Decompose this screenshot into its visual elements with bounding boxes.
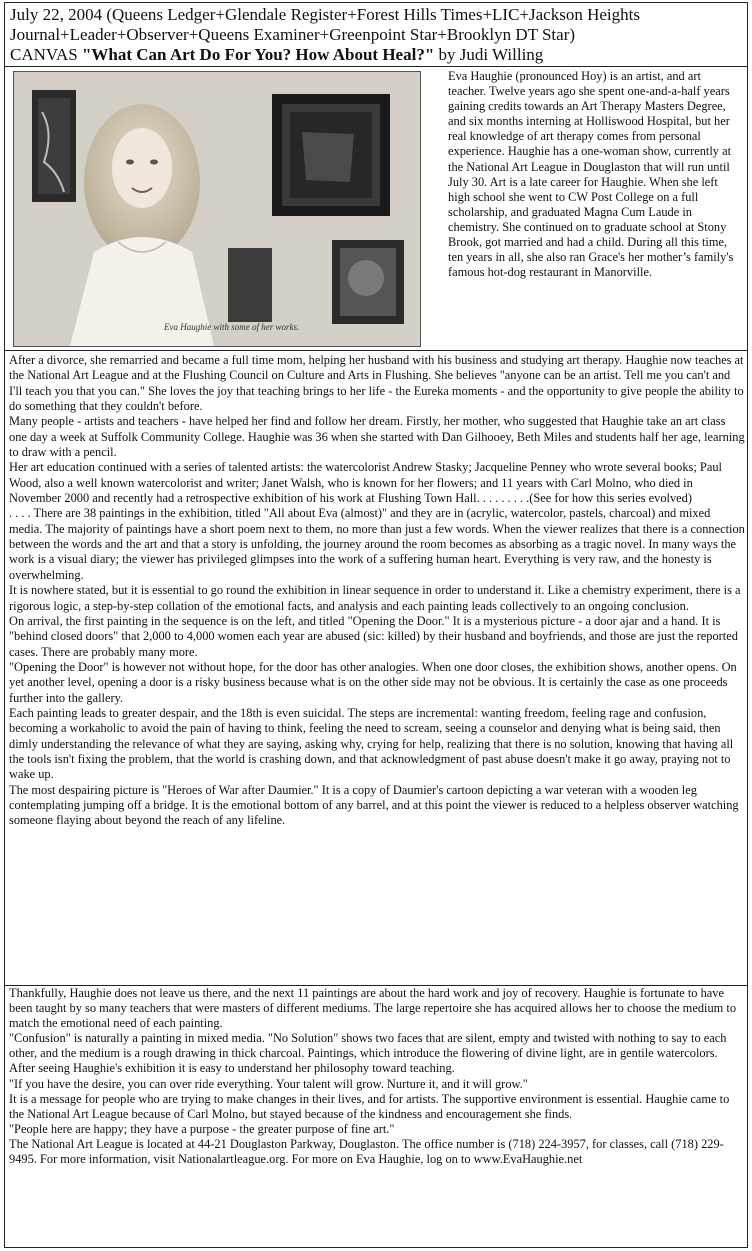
lead-section <box>5 67 747 351</box>
photo-caption: Eva Haughie with some of her works. <box>164 322 300 332</box>
article-body-part-2 <box>5 985 747 1247</box>
photo-illustration <box>14 72 420 346</box>
quote: "People here are happy; they have a purpose - the greater purpose of fine art." <box>9 1121 395 1136</box>
contact-paragraph: The National Art League is located at 44-21 Douglaston Parkway, Douglaston. The office number is (718) 224-3957, for classes, call (718) 229-9495. For more information, visit Nationalartleague.org. For more on Eva Haughie, log on to www.EvaHaughie.net <box>9 1136 724 1167</box>
paragraph: Many people - artists and teachers - have helped her find and follow her dream. Firstly, her mother, who suggested that Haughie take an art class one day a week at Suffolk Community College. Haughie was 36 when she started with Dan Gilhooey, Beth Miles and students half her age, learning to draw with a pencil. <box>9 414 745 460</box>
paragraph: After a divorce, she remarried and became a full time mom, helping her husband with his business and studying art therapy. Haughie now teaches at the National Art League and at the Flushing Council on Culture and Arts in Flushing. She believes "anyone can be an artist. Tell me you can't and I'll teach you that you can." She loves the joy that teaching brings to her life - the Eureka moments - and the opportunity to give people the ability to do something that they couldn't before. <box>9 353 744 414</box>
header-line-2: Journal+Leader+Observer+Queens Examiner+Greenpoint Star+Brooklyn DT Star) <box>10 25 576 44</box>
byline: by Judi Willing <box>434 45 544 64</box>
section-name: CANVAS <box>10 45 82 64</box>
paragraph: After seeing Haughie's exhibition it is easy to understand her philosophy toward teaching. <box>9 1061 455 1076</box>
paragraph: Her art education continued with a series of talented artists: the watercolorist Andrew Stasky; Jacqueline Penney who wrote several books; Paul Wood, also a well known watercolorist and writer; Janet Walsh, who is known for her flowers; and 11 years with Carl Molno, who died in November 2000 and recently had a retrospective exhibition of his work at Flushing Town Hall. . . . . . . . .(See for how this series evolved) <box>9 460 722 506</box>
paragraph: On arrival, the first painting in the sequence is on the left, and titled "Opening the Door." It is a mysterious picture - a door ajar and a hand. It is "behind closed doors" that 2,000 to 4,000 women each year are abused (sic: killed) by their husband and boyfriends, and those are just the reported cases. There are probably many more. <box>9 613 738 659</box>
paragraph: Each painting leads to greater despair, and the 18th is even suicidal. The steps are incremental: wanting freedom, feeling rage and confusion, becoming a workaholic to avoid the pain of having to think, feeling the need to scream, seeing a counselor and denying what is being said, then dimly understanding the relevance of what they are saying, asking why, crying for help, realizing that there is no solution, knowing that having all the tools isn't fixing the problem, that the world is crashing down, and that acknowledgment of past abuse doesn't make it go away, praying not to wake up. <box>9 705 734 782</box>
article-page <box>4 2 748 1248</box>
quote: "If you have the desire, you can over ride everything. Your talent will grow. Nurture it, and it will grow." <box>9 1076 528 1091</box>
article-header <box>5 3 747 67</box>
lead-paragraph: Eva Haughie (pronounced Hoy) is an artist, and art teacher. Twelve years ago she spent one-and-a-half years gaining credits towards an Art Therapy Masters Degree, and six months interning at Holliswood Hospital, but her real knowledge of art therapy comes from personal experience. Haughie has a one-woman show, currently at the National Art League in Douglaston that will run until July 30. Art is a late career for Haughie. When she left high school she went to CW Post College on a full scholarship, and graduated Magna Cum Laude in chemistry. She continued on to graduate school at Stony Brook, got married and had a child. During all this time, ten years in all, she also ran Grace's her mother’s family's famous hot-dog restaurant in Manorville. <box>448 69 734 280</box>
paragraph: "Confusion" is naturally a painting in mixed media. "No Solution" shows two faces that are silent, empty and twisted with nothing to say to each other, and the medium is a rough drawing in thick charcoal. Paintings, which introduce the flowering of divine light, are in gentile watercolors. <box>9 1031 727 1061</box>
paragraph: It is nowhere stated, but it is essential to go round the exhibition in linear sequence in order to understand it. Like a chemistry experiment, there is a rigorous logic, a step-by-step collation of the emotional facts, and analysis and each painting leads collectively to an ongoing conclusion. <box>9 583 741 613</box>
paragraph: . . . . There are 38 paintings in the exhibition, titled "All about Eva (almost)" and they are in (acrylic, watercolor, pastels, charcoal) and mixed media. The majority of paintings have a short poem next to them, no more than just a few words. When the viewer realizes that there is a connection between the words and the art and that a story is unfolding, the journey around the room becomes as absorbing as a tragic novel. In many ways the work is a visual diary; the viewer has privileged glimpses into the work of a suffering human heart. Everything is very raw, and the honesty is overwhelming. <box>9 506 745 582</box>
paragraph: "Opening the Door" is however not without hope, for the door has other analogies. When one door closes, the exhibition shows, another opens. On yet another level, opening a door is a risky business because what is on the other side may not be obvious. It is certainly the case as one proceeds further into the gallery. <box>9 659 737 705</box>
paragraph: It is a message for people who are trying to make changes in their lives, and for artists. The supportive environment is essential. Haughie came to the National Art League because of Carl Molno, but stayed because of the kindness and encouragement she finds. <box>9 1091 730 1121</box>
header-line-3 <box>10 45 742 65</box>
paragraph: The most despairing picture is "Heroes of War after Daumier." It is a copy of Daumier's cartoon depicting a war veteran with a wooden leg contemplating jumping off a bridge. It is the emotional bottom of any barrel, and at this point the viewer is reduced to a helpless observer watching someone flaying about beyond the reach of any lifeline. <box>9 782 739 828</box>
article-title: "What Can Art Do For You? How About Heal?" <box>81 45 435 64</box>
article-photo <box>13 71 421 347</box>
article-body-part-1 <box>9 353 745 829</box>
header-line-1: July 22, 2004 (Queens Ledger+Glendale Register+Forest Hills Times+LIC+Jackson Heights <box>10 5 640 24</box>
paragraph: Thankfully, Haughie does not leave us there, and the next 11 paintings are about the hard work and joy of recovery. Haughie is fortunate to have been taught by so many teachers that were masters of different mediums. The large repertoire she has acquired allows her to choose the medium to match the emotional need of each painting. <box>9 986 737 1031</box>
